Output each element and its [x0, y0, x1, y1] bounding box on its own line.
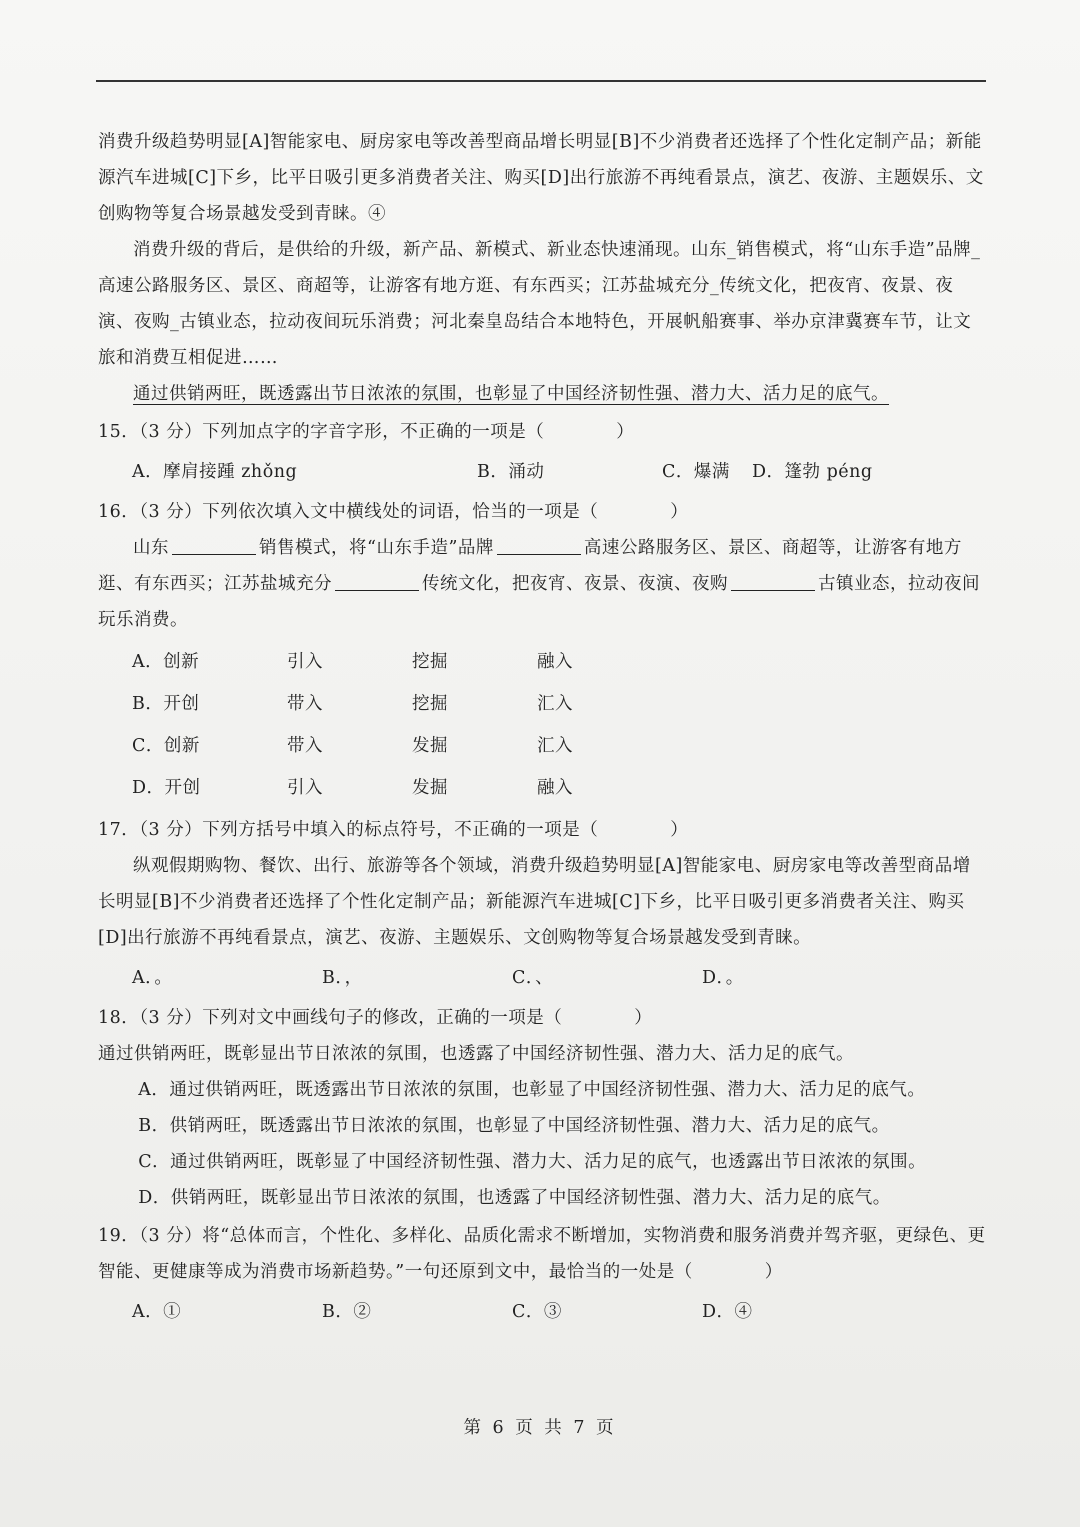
option-cell: 引入: [287, 778, 323, 798]
option-cell: A．创新: [132, 652, 200, 672]
question-17-stem: 17．（3 分）下列方括号中填入的标点符号，不正确的一项是（ ）: [98, 820, 689, 840]
question-17-options: [98, 960, 988, 996]
blank-line: [172, 536, 256, 555]
q16-text-part: 传统文化，把夜宵、夜景、夜演、夜购: [422, 574, 728, 594]
underlined-sentence-paragraph: [98, 376, 988, 412]
option-cell: 汇入: [537, 736, 573, 756]
option-cell: 挖掘: [412, 652, 448, 672]
question-17-text: 纵观假期购物、餐饮、出行、旅游等各个领域，消费升级趋势明显[A]智能家电、厨房家电等改善型商品增长明显[B]不少消费者还选择了个性化定制产品；新能源汽车进城[C]下乡，比平日吸引更多消费者关注、购买[D]出行旅游不再纯看景点，演艺、夜游、主题娱乐、文创购物等复合场景越发受到青睐。: [98, 856, 971, 948]
question-19-stem: 19．（3 分）将“总体而言，个性化、多样化、品质化需求不断增加，实物消费和服务消费并驾齐驱，更绿色、更智能、更健康等成为消费市场新趋势。”一句还原到文中，最恰当的一处是（ ）: [98, 1226, 986, 1282]
q17-option-d[interactable]: D．。: [702, 968, 744, 988]
option-cell: 挖掘: [412, 694, 448, 714]
q18-option-c[interactable]: C．通过供销两旺，既彰显了中国经济韧性强、潜力大、活力足的底气，也透露出节日浓浓的氛围。: [138, 1152, 927, 1172]
option-cell: C．创新: [132, 736, 200, 756]
option-cell: 发掘: [412, 778, 448, 798]
q15-option-d[interactable]: D．篷勃 péng: [752, 462, 873, 482]
q19-option-c[interactable]: C．③: [512, 1302, 562, 1322]
q15-option-a[interactable]: A．摩肩接踵 zhǒng: [132, 462, 298, 482]
question-16-stem: 16．（3 分）下列依次填入文中横线处的词语，恰当的一项是（ ）: [98, 502, 689, 522]
q16-option-c[interactable]: [98, 728, 988, 764]
blank-line: [497, 536, 581, 555]
question-15-stem: 15．（3 分）下列加点字的字音字形，不正确的一项是（ ）: [98, 422, 635, 442]
question-15-options: [98, 454, 988, 490]
q17-option-c[interactable]: C．、: [512, 968, 554, 988]
question-18-sentence: 通过供销两旺，既彰显出节日浓浓的氛围，也透露了中国经济韧性强、潜力大、活力足的底气。: [98, 1044, 854, 1064]
q16-text-part: 高速公路服务区、景区、商超等，让游客有地方逛、有东西买；江苏盐城充分: [98, 538, 962, 594]
q19-option-b[interactable]: B．②: [322, 1302, 372, 1322]
blank-line: [335, 572, 419, 591]
blank-line: [731, 572, 815, 591]
header-rule: [96, 80, 986, 82]
question-16-text: [98, 530, 988, 638]
q18-option-b[interactable]: B．供销两旺，既透露出节日浓浓的氛围，也彰显了中国经济韧性强、潜力大、活力足的底气。: [138, 1116, 890, 1136]
option-cell: 带入: [287, 736, 323, 756]
passage-paragraph-2: 消费升级的背后，是供给的升级，新产品、新模式、新业态快速涌现。山东_销售模式，将“山东手造”品牌_高速公路服务区、景区、商超等，让游客有地方逛、有东西买；江苏盐城充分_传统文化，把夜宵、夜景、夜演、夜购_古镇业态，拉动夜间玩乐消费；河北秦皇岛结合本地特色，开展帆船赛事、举办京津冀赛车节，让文旅和消费互相促进……: [98, 240, 981, 368]
q16-text-part: 销售模式，将“山东手造”品牌: [259, 538, 494, 558]
option-cell: B．开创: [132, 694, 200, 714]
question-18-stem: 18．（3 分）下列对文中画线句子的修改，正确的一项是（ ）: [98, 1008, 653, 1028]
q16-text-part: 古镇业态，拉动夜间玩乐消费。: [98, 574, 980, 630]
q15-option-b[interactable]: B．涌动: [477, 462, 545, 482]
option-cell: 引入: [287, 652, 323, 672]
question-19-options: [98, 1294, 988, 1330]
option-cell: 汇入: [537, 694, 573, 714]
page-footer: 第 6 页 共 7 页: [463, 1418, 617, 1438]
q15-option-c[interactable]: C．爆满: [662, 462, 730, 482]
option-cell: 发掘: [412, 736, 448, 756]
q16-option-a[interactable]: [98, 644, 988, 680]
q18-option-a[interactable]: A．通过供销两旺，既透露出节日浓浓的氛围，也彰显了中国经济韧性强、潜力大、活力足的底气。: [138, 1080, 926, 1100]
underlined-sentence: 通过供销两旺，既透露出节日浓浓的氛围，也彰显了中国经济韧性强、潜力大、活力足的底气。: [133, 384, 889, 404]
option-cell: D．开创: [132, 778, 201, 798]
q19-option-a[interactable]: A．①: [132, 1302, 182, 1322]
q17-option-b[interactable]: B．，: [322, 968, 363, 988]
q16-text-part: 山东: [133, 538, 169, 558]
q19-option-d[interactable]: D．④: [702, 1302, 753, 1322]
q18-option-d[interactable]: D．供销两旺，既彰显出节日浓浓的氛围，也透露了中国经济韧性强、潜力大、活力足的底气。: [138, 1188, 891, 1208]
passage-paragraph-1: 消费升级趋势明显[A]智能家电、厨房家电等改善型商品增长明显[B]不少消费者还选择了个性化定制产品；新能源汽车进城[C]下乡，比平日吸引更多消费者关注、购买[D]出行旅游不再纯看景点，演艺、夜游、主题娱乐、文创购物等复合场景越发受到青睐。④: [98, 132, 984, 224]
option-cell: 融入: [537, 652, 573, 672]
q16-option-b[interactable]: [98, 686, 988, 722]
option-cell: 融入: [537, 778, 573, 798]
q17-option-a[interactable]: A．。: [132, 968, 173, 988]
q16-option-d[interactable]: [98, 770, 988, 806]
option-cell: 带入: [287, 694, 323, 714]
page-content: [98, 124, 988, 1334]
